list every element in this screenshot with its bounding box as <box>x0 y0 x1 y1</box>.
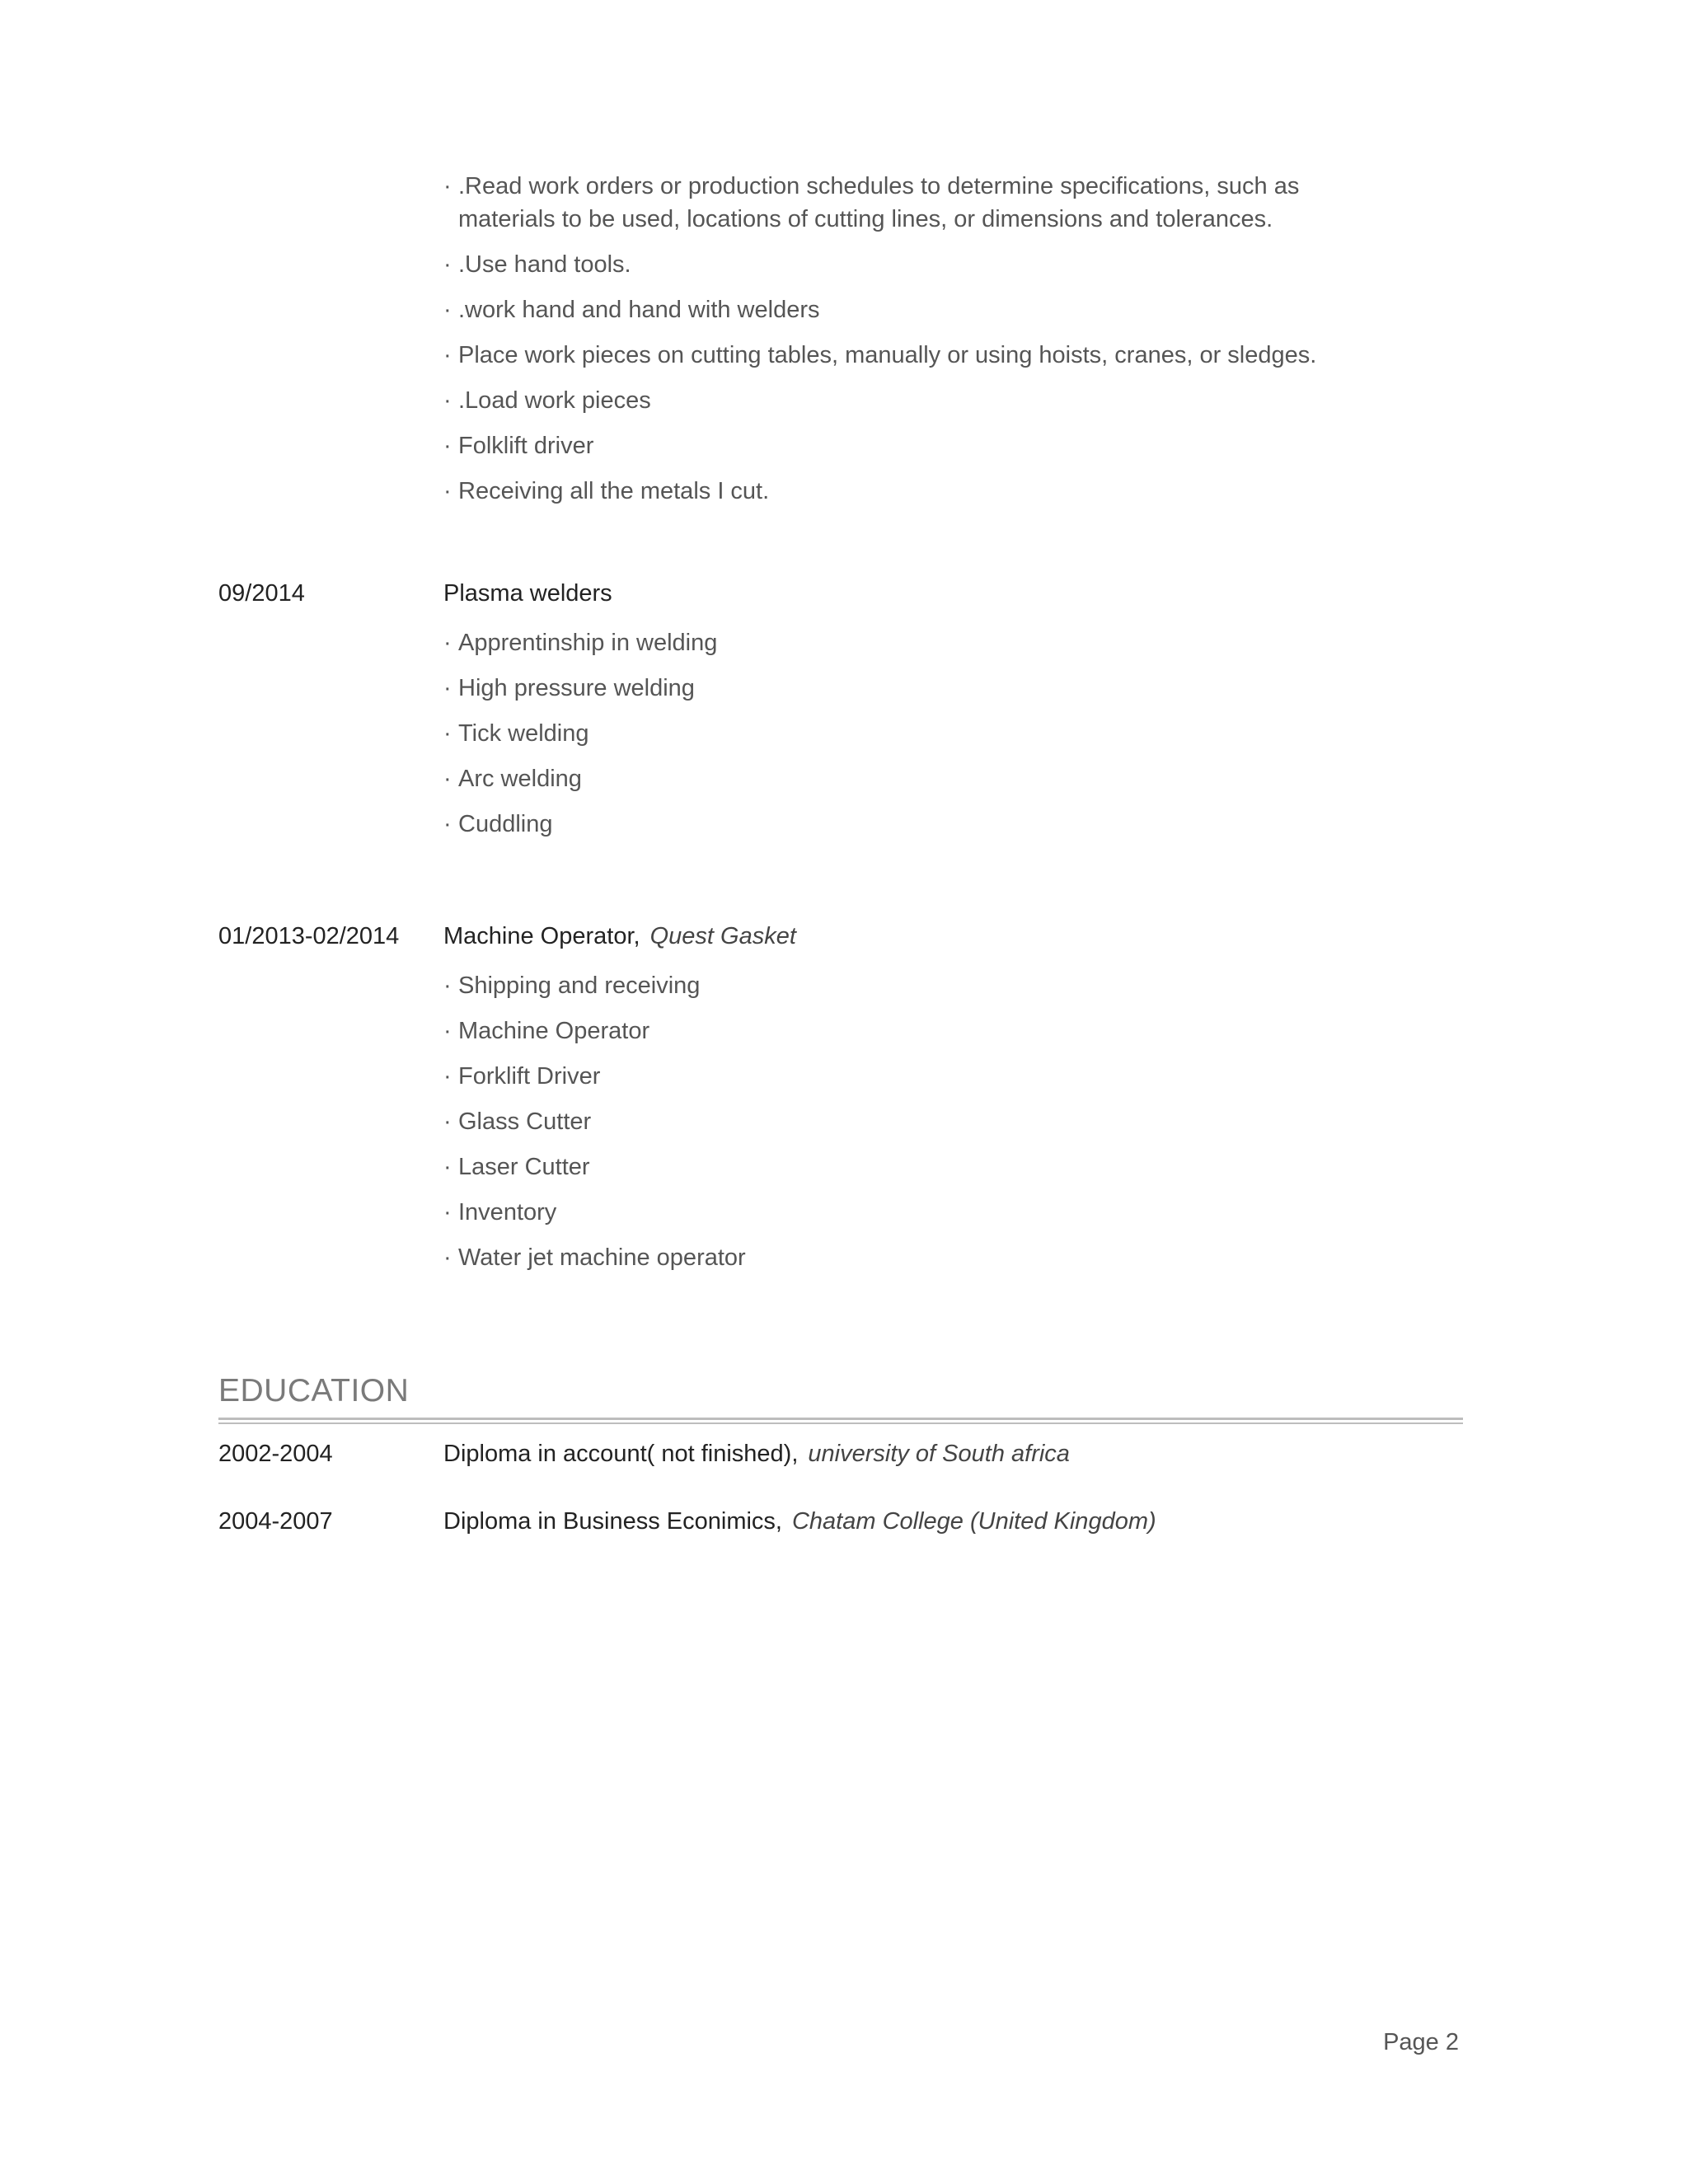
list-item: · Water jet machine operator <box>443 1241 1455 1274</box>
bullet-icon: · <box>443 1154 452 1180</box>
list-item: · Machine Operator <box>443 1015 1455 1047</box>
list-item: · Laser Cutter <box>443 1151 1455 1183</box>
list-item: · Forklift Driver <box>443 1060 1455 1093</box>
job-role: Plasma welders <box>443 580 612 607</box>
job-entry-machine-operator <box>218 923 1455 1286</box>
list-item: · Arc welding <box>443 762 1455 795</box>
job-duties-list <box>443 626 1455 841</box>
education-heading: EDUCATION <box>218 1373 410 1408</box>
bullet-icon: · <box>443 387 452 414</box>
list-item: · .Load work pieces <box>443 384 1350 417</box>
bullet-icon: · <box>443 251 452 278</box>
page-number: Page 2 <box>1383 2029 1459 2055</box>
education-degree: Diploma in Business Econimics, <box>443 1508 782 1535</box>
education-degree: Diploma in account( not finished), <box>443 1441 799 1467</box>
list-item: · High pressure welding <box>443 672 1455 705</box>
list-item: · Apprentinship in welding <box>443 626 1455 659</box>
bullet-icon: · <box>443 1199 452 1226</box>
list-item: · Inventory <box>443 1196 1455 1229</box>
section-divider <box>218 1418 1463 1424</box>
education-date: 2004-2007 <box>218 1508 333 1535</box>
bullet-icon: · <box>443 478 452 504</box>
job-header <box>218 923 1455 959</box>
job-date: 01/2013-02/2014 <box>218 923 400 949</box>
job-role: Machine Operator, <box>443 923 640 949</box>
list-item: · Place work pieces on cutting tables, manually or using hoists, cranes, or sledges. <box>443 339 1350 372</box>
list-item: · .work hand and hand with welders <box>443 293 1350 326</box>
list-item: · .Use hand tools. <box>443 248 1350 281</box>
job-entry-plasma-welders <box>218 580 1455 853</box>
bullet-icon: · <box>443 1108 452 1135</box>
bullet-icon: · <box>443 1018 452 1044</box>
bullet-icon: · <box>443 342 452 368</box>
bullet-icon: · <box>443 720 452 747</box>
job-duties-list <box>443 969 1455 1274</box>
education-institution: Chatam College (United Kingdom) <box>791 1508 1156 1535</box>
bullet-icon: · <box>443 630 452 656</box>
bullet-icon: · <box>443 766 452 792</box>
continued-duties-list <box>443 170 1350 520</box>
education-entry <box>218 1441 1455 1468</box>
job-company: Quest Gasket <box>649 923 796 949</box>
list-item: · Folklift driver <box>443 429 1350 462</box>
bullet-icon: · <box>443 675 452 701</box>
bullet-icon: · <box>443 1244 452 1271</box>
bullet-icon: · <box>443 173 452 199</box>
list-item: · Glass Cutter <box>443 1105 1455 1138</box>
list-item: · Receiving all the metals I cut. <box>443 475 1350 508</box>
bullet-icon: · <box>443 433 452 459</box>
list-item: · Cuddling <box>443 808 1455 841</box>
bullet-icon: · <box>443 972 452 999</box>
education-entry <box>218 1508 1455 1535</box>
bullet-icon: · <box>443 1063 452 1090</box>
list-item: · Shipping and receiving <box>443 969 1455 1002</box>
job-header <box>218 580 1455 616</box>
bullet-icon: · <box>443 811 452 837</box>
bullet-icon: · <box>443 297 452 323</box>
job-date: 09/2014 <box>218 580 305 607</box>
list-item: · Tick welding <box>443 717 1455 750</box>
list-item: · .Read work orders or production schedules to determine specifications, such as materials to be used, locations of cutting lines, or dimensions and tolerances. <box>443 170 1350 236</box>
education-date: 2002-2004 <box>218 1441 333 1467</box>
education-institution: university of South africa <box>808 1441 1070 1467</box>
